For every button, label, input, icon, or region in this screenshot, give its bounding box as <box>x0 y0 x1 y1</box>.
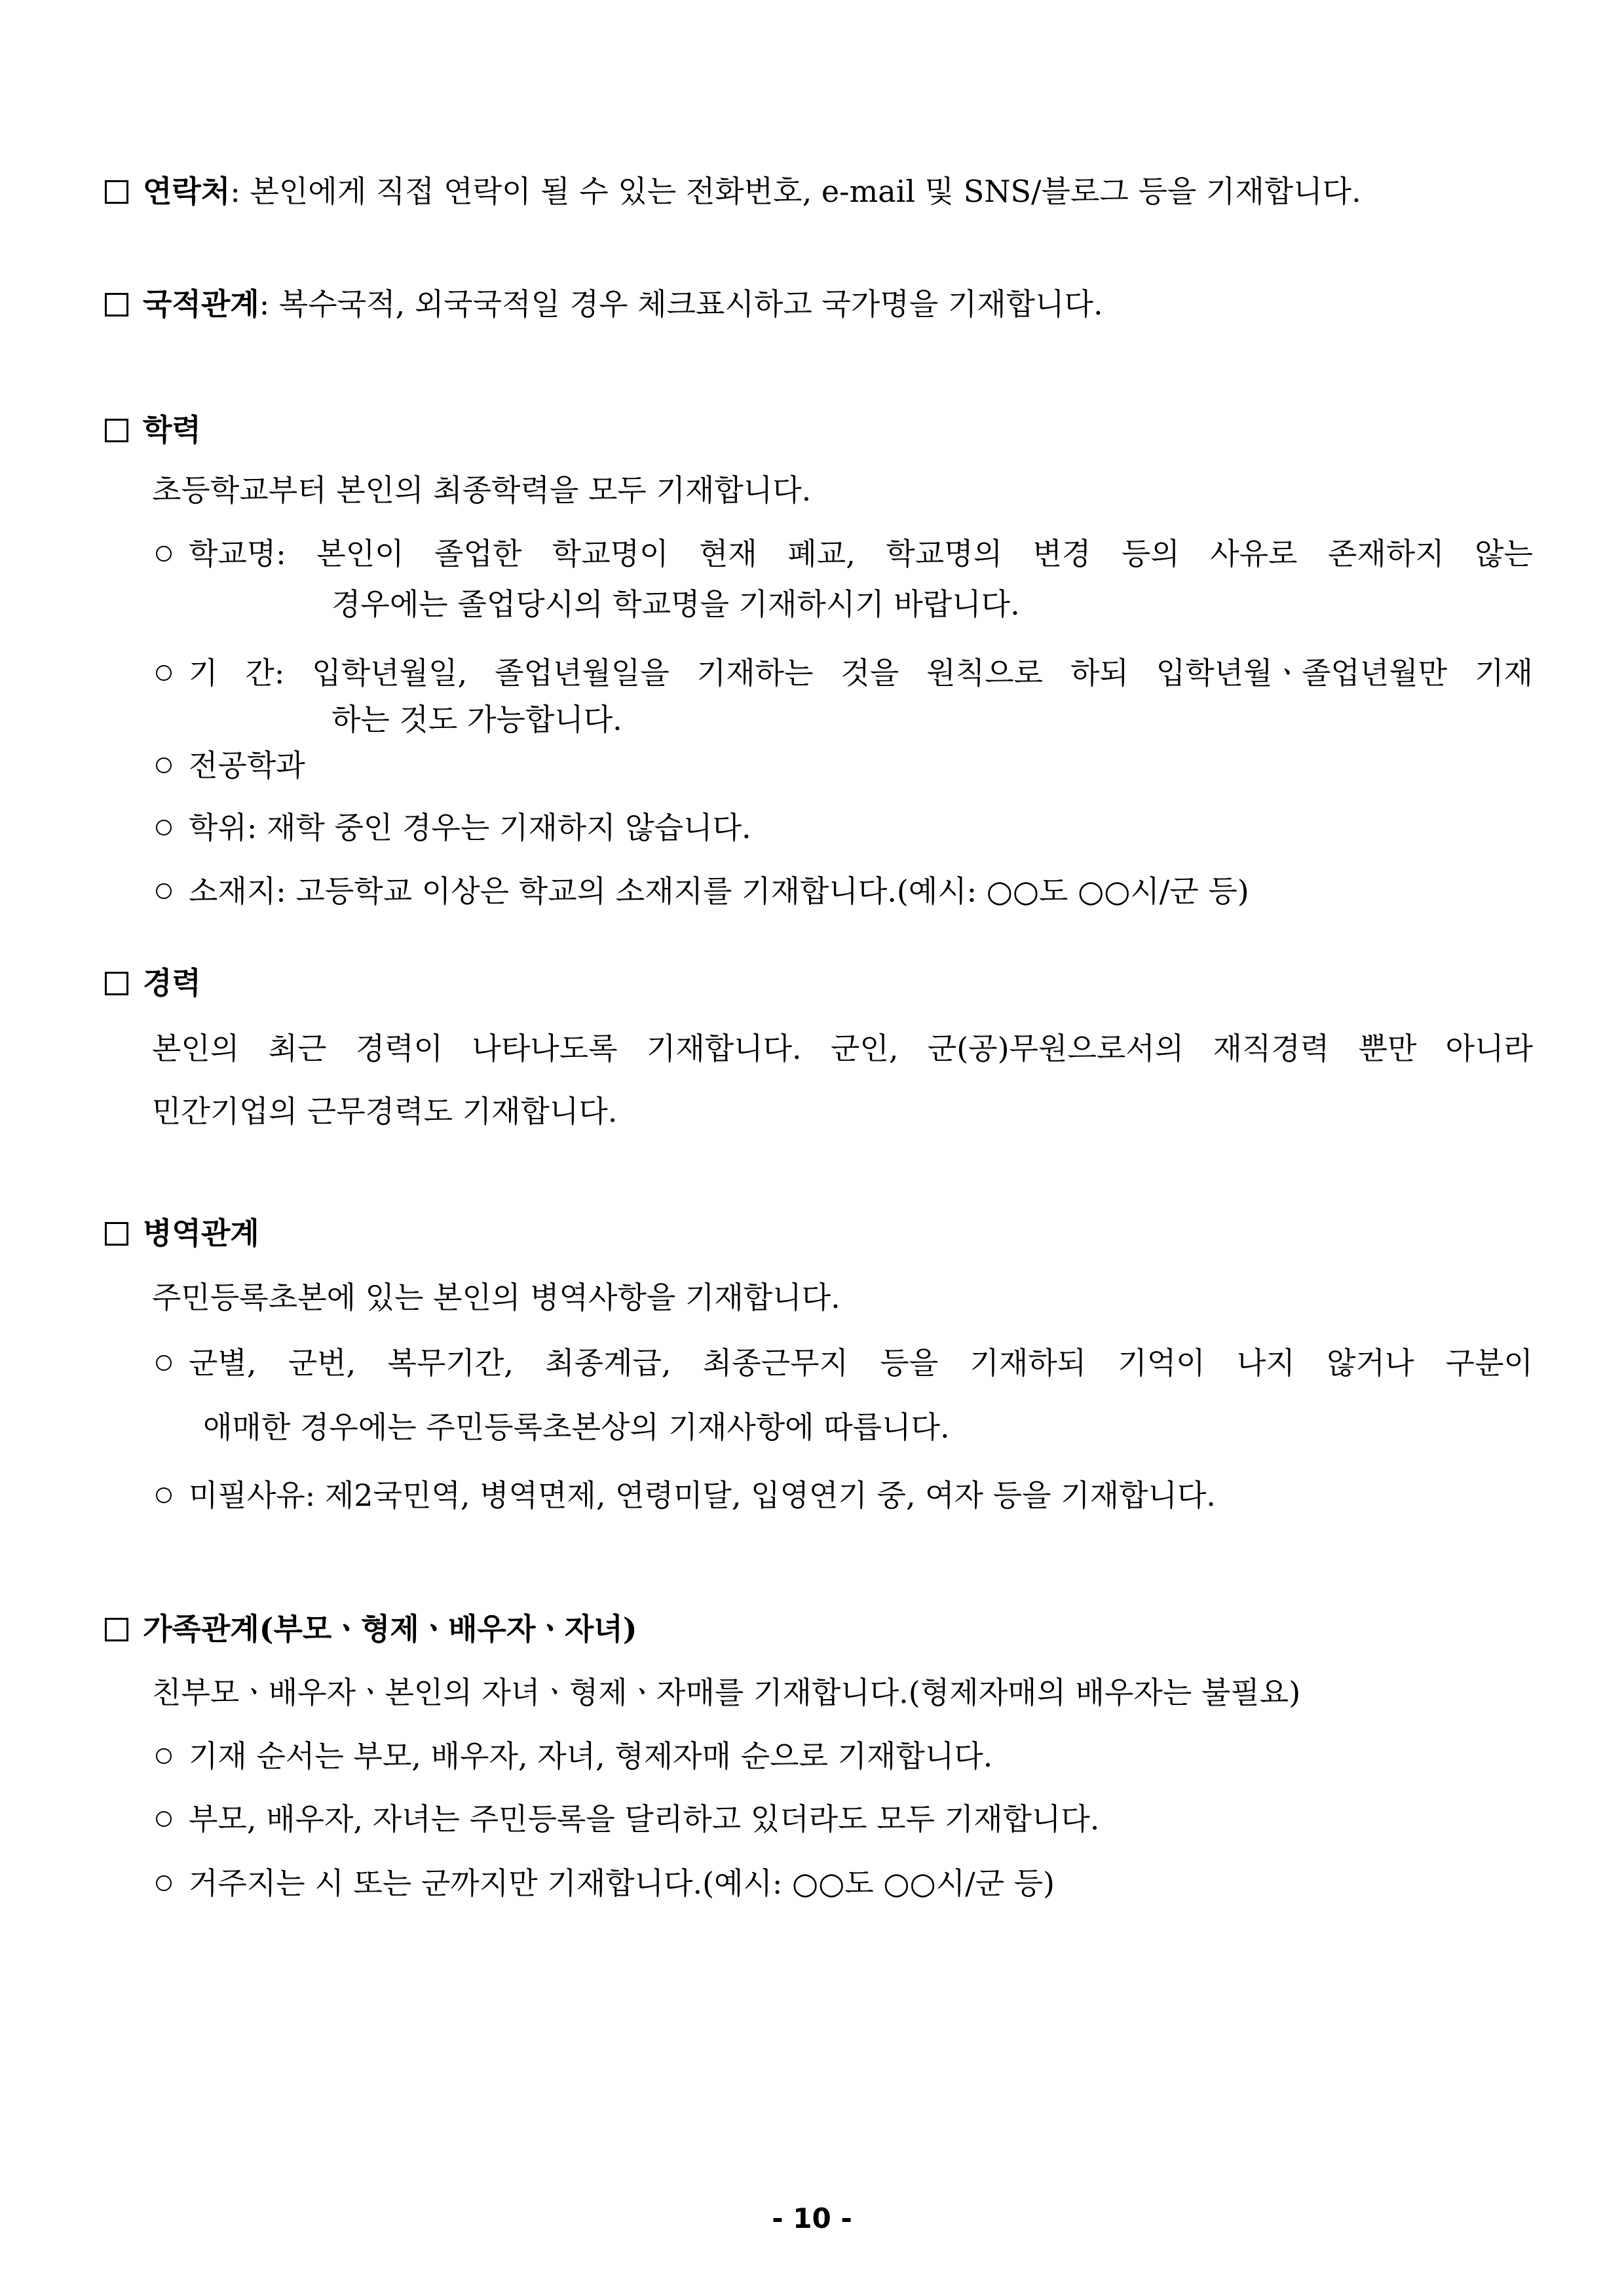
nationality-description: : 복수국적, 외국국적일 경우 체크표시하고 국가명을 기재합니다. <box>259 286 1103 322</box>
career-title: 경력 <box>143 965 201 1001</box>
education-bullet-period: 기 간: 입학년월일, 졸업년월일을 기재하는 것을 원칙으로 하되 입학년월ㆍ졸업년월만 기재 <box>156 653 1533 693</box>
education-title: 학력 <box>143 412 201 448</box>
bullet-circle-icon <box>156 757 172 773</box>
education-intro: 초등학교부터 본인의 최종학력을 모두 기재합니다. <box>152 472 812 508</box>
education-bullet-major: 전공학과 <box>156 746 305 785</box>
family-intro: 친부모ㆍ배우자ㆍ본인의 자녀ㆍ형제ㆍ자매를 기재합니다.(형제자매의 배우자는 불필요) <box>152 1675 1301 1710</box>
nationality-section <box>105 284 1103 324</box>
bullet-circle-icon <box>156 665 172 681</box>
education-bullet-school-cont: 경우에는 졸업당시의 학교명을 기재하시기 바랍니다. <box>331 586 1020 622</box>
checkbox-icon <box>105 419 128 442</box>
contact-section <box>105 172 1361 211</box>
family-heading <box>105 1609 637 1649</box>
career-heading <box>105 963 201 1003</box>
contact-title: 연락처 <box>143 174 231 209</box>
bullet-circle-icon <box>156 1875 172 1891</box>
checkbox-icon <box>105 972 128 995</box>
page-number: - 10 - <box>772 2202 852 2234</box>
bullet-circle-icon <box>156 1811 172 1827</box>
bullet-circle-icon <box>156 1355 172 1371</box>
checkbox-icon <box>105 293 128 316</box>
education-bullet-period-cont: 하는 것도 가능합니다. <box>331 702 622 737</box>
bullet-circle-icon <box>156 1748 172 1764</box>
checkbox-icon <box>105 1222 128 1246</box>
military-bullet-service: 군별, 군번, 복무기간, 최종계급, 최종근무지 등을 기재하되 기억이 나지 않거나 구분이 <box>156 1343 1533 1383</box>
military-bullet-exempt: 미필사유: 제2국민역, 병역면제, 연령미달, 입영연기 중, 여자 등을 기재합니다. <box>156 1476 1216 1515</box>
education-bullet-degree: 학위: 재학 중인 경우는 기재하지 않습니다. <box>156 808 751 847</box>
bullet-circle-icon <box>156 1487 172 1503</box>
career-text-line1: 본인의 최근 경력이 나타나도록 기재합니다. 군인, 군(공)무원으로서의 재직경력 뿐만 아니라 <box>152 1031 1533 1066</box>
military-bullet-service-cont: 애매한 경우에는 주민등록초본상의 기재사항에 따릅니다. <box>203 1409 950 1445</box>
family-bullet-registration: 부모, 배우자, 자녀는 주민등록을 달리하고 있더라도 모두 기재합니다. <box>156 1799 1099 1839</box>
military-intro: 주민등록초본에 있는 본인의 병역사항을 기재합니다. <box>152 1280 840 1315</box>
bullet-circle-icon <box>156 546 172 562</box>
military-heading <box>105 1214 259 1253</box>
education-bullet-location: 소재지: 고등학교 이상은 학교의 소재지를 기재합니다.(예시: ○○도 ○○시/군 등) <box>156 871 1249 911</box>
career-text-line2: 민간기업의 근무경력도 기재합니다. <box>152 1094 618 1129</box>
nationality-title: 국적관계 <box>143 286 259 322</box>
military-title: 병역관계 <box>143 1215 259 1251</box>
education-heading <box>105 410 201 450</box>
family-bullet-order: 기재 순서는 부모, 배우자, 자녀, 형제자매 순으로 기재합니다. <box>156 1736 992 1776</box>
checkbox-icon <box>105 1618 128 1641</box>
checkbox-icon <box>105 180 128 204</box>
bullet-circle-icon <box>156 820 172 835</box>
family-title: 가족관계(부모ㆍ형제ㆍ배우자ㆍ자녀) <box>143 1611 637 1647</box>
bullet-circle-icon <box>156 883 172 899</box>
contact-description: : 본인에게 직접 연락이 될 수 있는 전화번호, e-mail 및 SNS/블로그 등을 기재합니다. <box>230 174 1361 209</box>
family-bullet-residence: 거주지는 시 또는 군까지만 기재합니다.(예시: ○○도 ○○시/군 등) <box>156 1864 1055 1903</box>
education-bullet-school: 학교명: 본인이 졸업한 학교명이 현재 폐교, 학교명의 변경 등의 사유로 존재하지 않는 <box>156 534 1533 573</box>
